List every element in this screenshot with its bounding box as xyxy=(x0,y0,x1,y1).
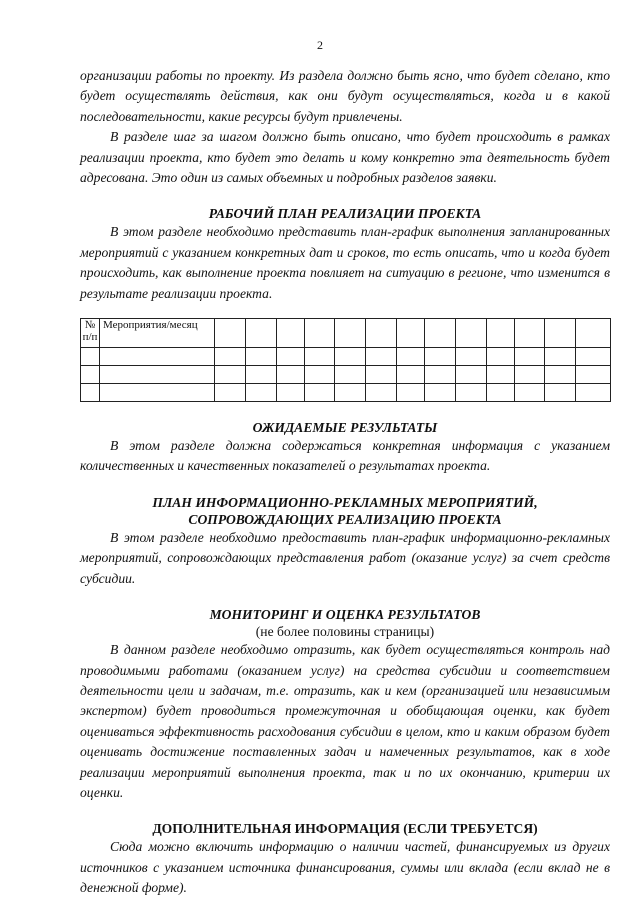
work-plan-table xyxy=(80,318,611,402)
table-row xyxy=(81,348,611,366)
month-cell xyxy=(366,319,397,348)
info-plan-heading-line2: СОПРОВОЖДАЮЩИХ РЕАЛИЗАЦИЮ ПРОЕКТА xyxy=(188,511,502,527)
month-cell xyxy=(246,319,277,348)
table-row xyxy=(81,384,611,402)
monitoring-text: В данном разделе необходимо отразить, как будет осуществляться контроль над проводимыми работами (оказанием услуг) на средства субсидии и соответствием деятельности цели и задачам, т.е. отразить, как и кем (организацией или независимым экспертом) будет проводиться промежуточная и обобщающая оценки, как будет оцениваться эффективность расходования субсидии в целом, кто и каким образом будет оценивать достижение поставленных задач и намеченных результатов, как в ходе реализации мероприятий выполнения проекта, так и по их окончанию, критерии их оценки. xyxy=(80,642,610,800)
info-plan-heading-line1: ПЛАН ИНФОРМАЦИОННО-РЕКЛАМНЫХ МЕРОПРИЯТИЙ, xyxy=(152,494,538,510)
monitoring-heading: МОНИТОРИНГ И ОЦЕНКА РЕЗУЛЬТАТОВ xyxy=(209,607,481,623)
expected-results-text: В этом разделе должна содержаться конкретная информация с указанием количественных и качественных показателей о результатах проекта. xyxy=(80,438,610,474)
month-cell xyxy=(215,319,246,348)
month-cell xyxy=(277,319,305,348)
work-plan-text: В этом разделе необходимо представить план-график выполнения запланированных мероприятий с указанием конкретных дат и сроков, то есть описать, что и когда будет происходить, как выполнение проекта повлияет на ситуацию в регионе, что изменится в результате реализации проекта. xyxy=(80,224,610,301)
month-cell xyxy=(545,319,576,348)
month-cell xyxy=(576,319,611,348)
info-plan-text: В этом разделе необходимо предоставить план-график информационно-рекламных мероприятий, сопровождающих представления работ (оказание услуг) за счет средств субсидии. xyxy=(80,529,610,586)
page-number: 2 xyxy=(317,38,323,52)
column-header-number: № п/п xyxy=(81,319,100,348)
month-cell xyxy=(515,319,545,348)
intro-paragraph-continued: организации работы по проекту. Из раздела должно быть ясно, что будет сделано, кто будет осуществлять действия, как они будут осуществляться, когда и в какой последовательности, какие ресурсы будут привлечены. xyxy=(80,68,610,124)
table-row xyxy=(81,366,611,384)
work-plan-heading: РАБОЧИЙ ПЛАН РЕАЛИЗАЦИИ ПРОЕКТА xyxy=(208,206,482,222)
month-cell xyxy=(397,319,425,348)
document-body xyxy=(80,66,610,899)
additional-info-heading: ДОПОЛНИТЕЛЬНАЯ ИНФОРМАЦИЯ (ЕСЛИ ТРЕБУЕТСЯ) xyxy=(152,821,538,837)
column-header-activity: Мероприятия/месяц xyxy=(100,319,215,348)
additional-info-text: Сюда можно включить информацию о наличии частей, финансируемых из других источников с указанием источника финансирования, суммы или вклада (если вклад не в денежной форме). xyxy=(80,839,610,896)
expected-results-heading: ОЖИДАЕМЫЕ РЕЗУЛЬТАТЫ xyxy=(252,420,438,436)
month-cell xyxy=(487,319,515,348)
month-cell xyxy=(456,319,487,348)
table-header-row xyxy=(81,319,611,348)
month-cell xyxy=(335,319,366,348)
intro-paragraph: В разделе шаг за шагом должно быть описано, что будет происходить в рамках реализации проекта, кто будет это делать и кому конкретно эта деятельность будет адресована. Это один из самых объемных и подробных разделов заявки. xyxy=(80,129,610,186)
month-cell xyxy=(425,319,456,348)
monitoring-subheading: (не более половины страницы) xyxy=(255,624,435,640)
month-cell xyxy=(305,319,335,348)
